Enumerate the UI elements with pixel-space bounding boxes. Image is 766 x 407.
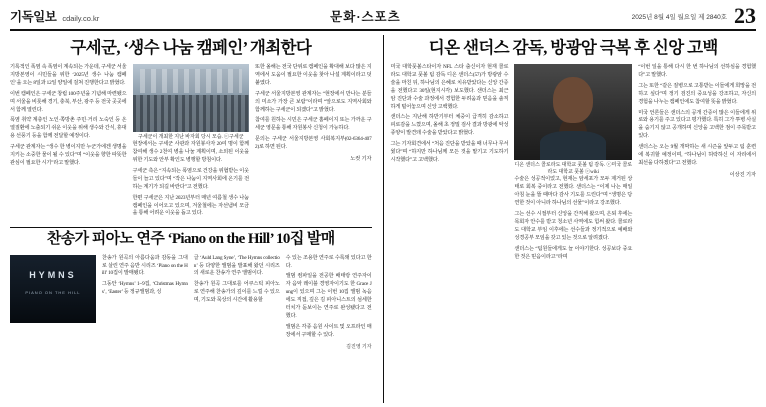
paragraph: “이번 일을 통해 다시 한 번 하나님의 선하심을 경험했다”고 말했다.: [638, 63, 757, 78]
crowd-photo: [133, 64, 250, 132]
left-bottom-headline: 찬송가 피아노 연주 ‘Piano on the Hill’ 10집 발매: [46, 231, 335, 248]
right-lead-col-2: [514, 64, 632, 265]
paragraph: 미국 언론들은 샌더스의 공개 간증이 많은 이들에게 위로와 용기를 주고 있다고 평가했다. 특히 그가 투병 사실을 숨기지 않고 공개하며 신앙을 고백한 점이 주목받고 있다.: [638, 109, 757, 140]
right-lead-byline: 이상진 기자: [729, 171, 757, 178]
paragraph: 수술은 성공적이었고, 현재는 암세포가 모두 제거된 상태로 회복 중이라고 전했다. 샌더스는 “이제 나는 매일 아침 눈을 뜰 때마다 감사 기도를 드린다”며 “생명은 당연한 것이 아니라 하나님의 선물”이라고 강조했다.: [514, 176, 633, 207]
paragraph: 그동안 ‘Hymns’ 1~9집, ‘Christmas Hymns’, ‘Easter’ 등 정규앨범과, 싱: [101, 281, 188, 296]
left-bottom-byline: 김진영 기자: [346, 344, 372, 350]
paragraph: 기록적인 폭염 속 폭염이 계속되는 가운데, 구세군 서울지방본영이 시민들을 위한 ‘2025년 생수 나눔 캠페인’을 오는 8일과 12일 양일에 걸쳐 진행한다고 밝혔다.: [10, 63, 127, 86]
paper-name: 기독일보: [10, 10, 57, 24]
album-cover-photo: [10, 255, 96, 323]
issue-date: 2025년 8월 4일 월요일 제 2840호: [631, 13, 727, 21]
masthead-right: [631, 3, 756, 28]
left-lead-col-2: [133, 64, 250, 221]
section-title: 문화·스포츠: [330, 10, 401, 24]
left-lead-headline: 구세군, ‘생수 나눔 캠페인’ 개최한다: [70, 38, 312, 57]
paragraph: 참여를 원하는 시민은 구세군 홈페이지 또는 가까운 구세군 영문을 통해 자원봉사 신청이 가능하다.: [255, 117, 372, 132]
page-divider: [383, 35, 384, 403]
right-lead-headline: 디온 샌더스 감독, 방광암 극복 후 신앙 고백: [428, 38, 718, 57]
left-bottom-col-1: [10, 255, 96, 350]
right-lead-col-1: [391, 64, 509, 265]
paragraph: 수 있는 조용한 연주로 수록돼 있다고 한다.: [285, 254, 372, 269]
crowd-photo-caption: 구세군이 개최한 지난 바자회 당시 모습. ⓒ구세군: [138, 134, 244, 140]
left-lead-col-3: [255, 64, 372, 221]
paper-url[interactable]: cdaily.co.kr: [62, 14, 100, 23]
paragraph: 그는 또한 “같은 질병으로 고통받는 이들에게 희망을 전하고 싶다”며 정기 검진의 중요성을 강조하고, 자신의 경험을 나누는 캠페인에도 참여할 뜻을 밝혔다.: [638, 82, 757, 105]
paragraph: 구세군 서울지방본영 관계자는 “현장에서 만나는 분들의 미소가 가장 큰 보람”이라며 “앞으로도 지역사회와 함께하는 구세군이 되겠다”고 밝혔다.: [255, 90, 372, 113]
right-lead-col-3: [638, 64, 756, 265]
right-page: [389, 35, 756, 403]
left-lead-columns: [10, 64, 372, 221]
left-bottom-col-3: [194, 255, 280, 350]
paragraph: 그는 기자회견에서 “처음 진단을 받았을 때 너무나 무서웠다”며 “하지만 하나님께 모든 것을 맡기고 기도하기 시작했다”고 고백했다.: [390, 141, 509, 163]
paragraph: 샌더스는 오는 9월 개막하는 새 시즌을 앞두고 팀 훈련에 복귀할 예정이며, “하나님이 허락하신 이 자리에서 최선을 다하겠다”고 전했다.: [638, 144, 757, 166]
paragraph: 앨범 컴파일을 전공한 배태랑 연주자이자 음악 레이블 경영자이기도 한 Grace Jung이 있으며 그는 이번 10집 앨범 녹음에도 직접, 깊은 김 피아니스트의 섬세한 터치가 돋보이는 연주로 완성됐다고 전했다.: [285, 273, 372, 319]
left-bottom-col-2: [102, 255, 188, 350]
page-body: [10, 35, 756, 403]
paragraph: 글 ‘Auld Lang Syne’, ‘The Hymns collection’ 등 다양한 앨범을 발표해 왔던 시리즈의 새로운 찬송가 연주 앨범이다.: [193, 254, 280, 277]
paragraph: 구세군 측은 “지속되는 폭염으로 건강을 위협받는 이웃들이 늘고 있다”며 “작은 나눔이 지역사회에 온기를 전하는 계기가 되길 바란다”고 전했다.: [132, 167, 250, 190]
masthead: [10, 3, 756, 28]
dion-sanders-portrait: [514, 64, 632, 160]
paragraph: 폭염 취약 계층인 노인·쪽방촌 주민·거리 노숙인 등 온열질환에 노출되기 쉬운 이웃을 위해 생수와 간식, 휴대용 선풍기 등을 함께 전달할 예정이다.: [10, 117, 127, 140]
left-bottom-columns: [10, 255, 372, 350]
masthead-rule: [10, 29, 756, 31]
masthead-left: [10, 7, 99, 25]
paragraph: 이번 캠페인은 구세군 창립 100주년을 기념해 마련됐으며 서울을 비롯해 경기, 충북, 부산, 광주 등 전국 곳곳에서 함께 열린다.: [10, 90, 127, 113]
left-page: [10, 35, 378, 403]
paragraph: 샌더스는 “팀원들에게도 늘 이야기한다. 성공보다 중요한 것은 믿음이라고”라며: [514, 245, 633, 260]
album-title: HYMNS: [29, 269, 77, 280]
left-bottom-rule: [10, 227, 372, 228]
album-subtitle: PIANO ON THE HILL: [25, 289, 81, 295]
paragraph: 찬송가 원곡의 아름다움과 감동을 그대로 살린 연주 음반 시리즈 ‘Piano on the Hill’ 10집이 발매됐다.: [101, 254, 188, 277]
paragraph: 또한 올해는 전국 단위로 캠페인을 확대해 보다 많은 지역에서 도움이 필요한 이웃을 찾아 나설 계획이라고 덧붙였다.: [255, 63, 372, 86]
right-lead-columns: [391, 64, 756, 265]
paragraph: 샌더스는 지난해 하반기부터 체중이 급격히 감소하고 피로감을 느꼈으며, 올해 초 정밀 검사 결과 방광에 악성 종양이 발견돼 수술을 받았다고 밝혔다.: [390, 114, 509, 137]
left-lead-col-1: [10, 64, 127, 221]
left-bottom-col-4: [286, 255, 372, 350]
paragraph: 한편 구세군은 지난 2023년부터 매년 여름철 생수 나눔 캠페인을 이어오고 있으며, 겨울철에는 자선냄비 모금을 통해 어려운 이웃을 돕고 있다.: [132, 194, 250, 217]
paragraph: 그는 선수 시절부터 신앙을 간직해 왔으며, 은퇴 후에는 목회자 안수를 받고 청소년 사역에도 힘써 왔다. 콜로라도 대학교 부임 이후에는 선수들과 정기적으로 예배와 성경공부 모임을 갖고 있는 것으로 알려졌다.: [514, 211, 633, 241]
left-lead-byline: 노컷 기자: [350, 156, 372, 163]
portrait-caption: 디온 샌더스 콜로라도 대학교 풋볼 팀 감독. ⓒ미국 콜로라도 대학교 풋볼 ⓒwiki: [514, 162, 633, 176]
paragraph: 앨범은 각종 음원 사이트 및 오프라인 매장에서 구매할 수 있다.: [285, 323, 372, 338]
paragraph: 현장에서는 구세군 사관과 자원봉사자 20여 명이 함께 참여해 생수 2천여 병을 나눌 계획이며, 소외된 이웃을 위한 기도와 안부 확인도 병행할 방침이다.: [132, 141, 250, 164]
paragraph: 문의는 구세군 서울지방본영 사회복지부(02-6364-4072)로 하면 된다.: [255, 136, 372, 151]
page-number: 23: [734, 3, 756, 28]
paragraph: 구세군 관계자는 “생수 한 병이지만 누군가에겐 생명을 지키는 소중한 물이 될 수 있다”며 “이웃을 향한 따뜻한 관심이 필요한 시기”라고 말했다.: [10, 144, 127, 166]
paragraph: 찬송가 원곡 그대로를 어쿠스틱 피아노로 연주해 찬송가의 깊이를 느낄 수 있으며, 기도와 묵상의 시간에 활용할: [193, 281, 280, 304]
paragraph: 미국 대학풋볼스타이자 NFL 스타 출신이자 현재 콜로라도 대학교 풋볼 팀 감독 디온 샌더스(57)가 방광암 수술을 마친 뒤, 하나님의 은혜로 치유받았다는 신앙 간증을 전했다고 30일(현지시각) 보도했다. 샌더스는 최근 암 진단과 수술 과정에서 경험한 두려움과 믿음을 솔직하게 털어놓으며 신앙 고백했다.: [390, 63, 509, 110]
